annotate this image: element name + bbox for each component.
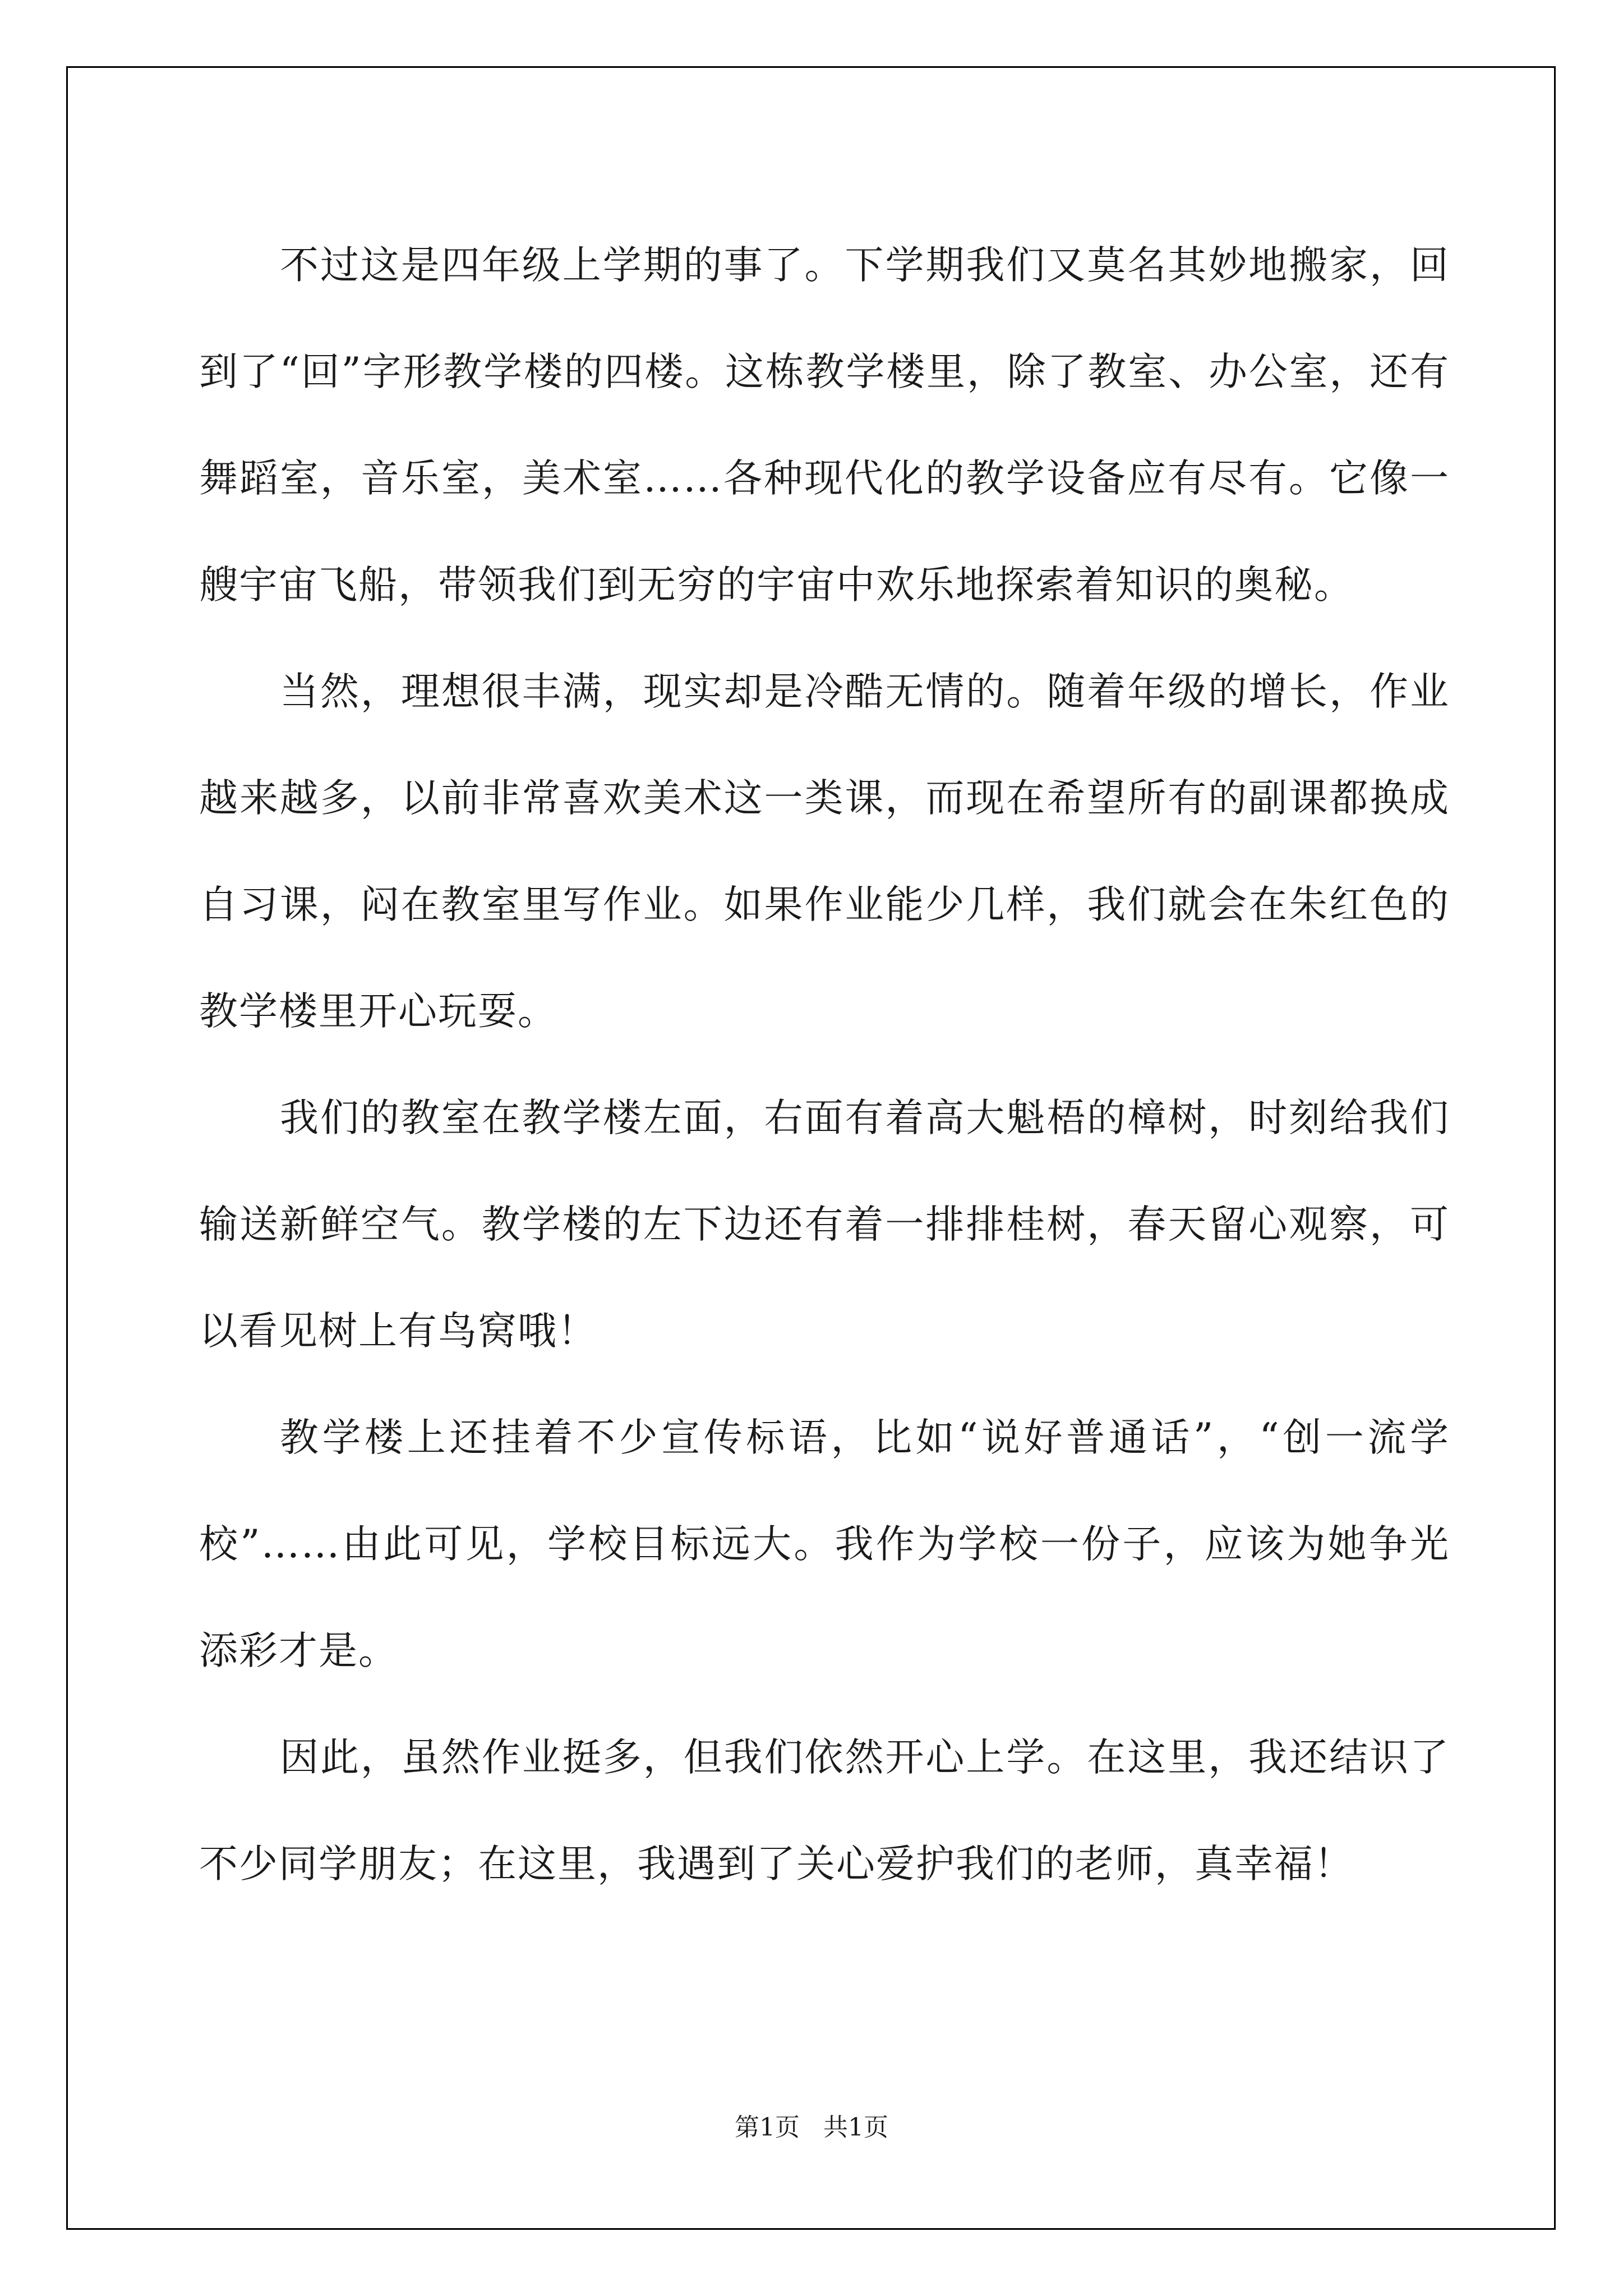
paragraph-5: 因此，虽然作业挺多，但我们依然开心上学。在这里，我还结识了不少同学朋友；在这里，我遇到了关心爱护我们的老师，真幸福！ <box>199 1735 1450 1887</box>
paragraph-2: 当然，理想很丰满，现实却是冷酷无情的。随着年级的增长，作业越来越多，以前非常喜欢美术这一类课，而现在希望所有的副课都换成自习课，闷在教室里写作业。如果作业能少几样，我们就会在朱红色的教学楼里开心玩耍。 <box>199 669 1450 1034</box>
paragraph-1: 不过这是四年级上学期的事了。下学期我们又莫名其妙地搬家，回到了“回”字形教学楼的四楼。这栋教学楼里，除了教室、办公室，还有舞蹈室，音乐室，美术室……各种现代化的教学设备应有尽有。它像一艘宇宙飞船，带领我们到无穷的宇宙中欢乐地探索着知识的奥秘。 <box>199 243 1450 608</box>
paragraph-4: 教学楼上还挂着不少宣传标语，比如“说好普通话”，“创一流学校”……由此可见，学校目标远大。我作为学校一份子，应该为她争光添彩才是。 <box>199 1415 1450 1673</box>
paragraph-3: 我们的教室在教学楼左面，右面有着高大魁梧的樟树，时刻给我们输送新鲜空气。教学楼的左下边还有着一排排桂树，春天留心观察，可以看见树上有鸟窝哦！ <box>199 1096 1450 1354</box>
document-body <box>199 212 1450 1917</box>
page-number-footer: 第1页 共1页 <box>735 2113 888 2142</box>
